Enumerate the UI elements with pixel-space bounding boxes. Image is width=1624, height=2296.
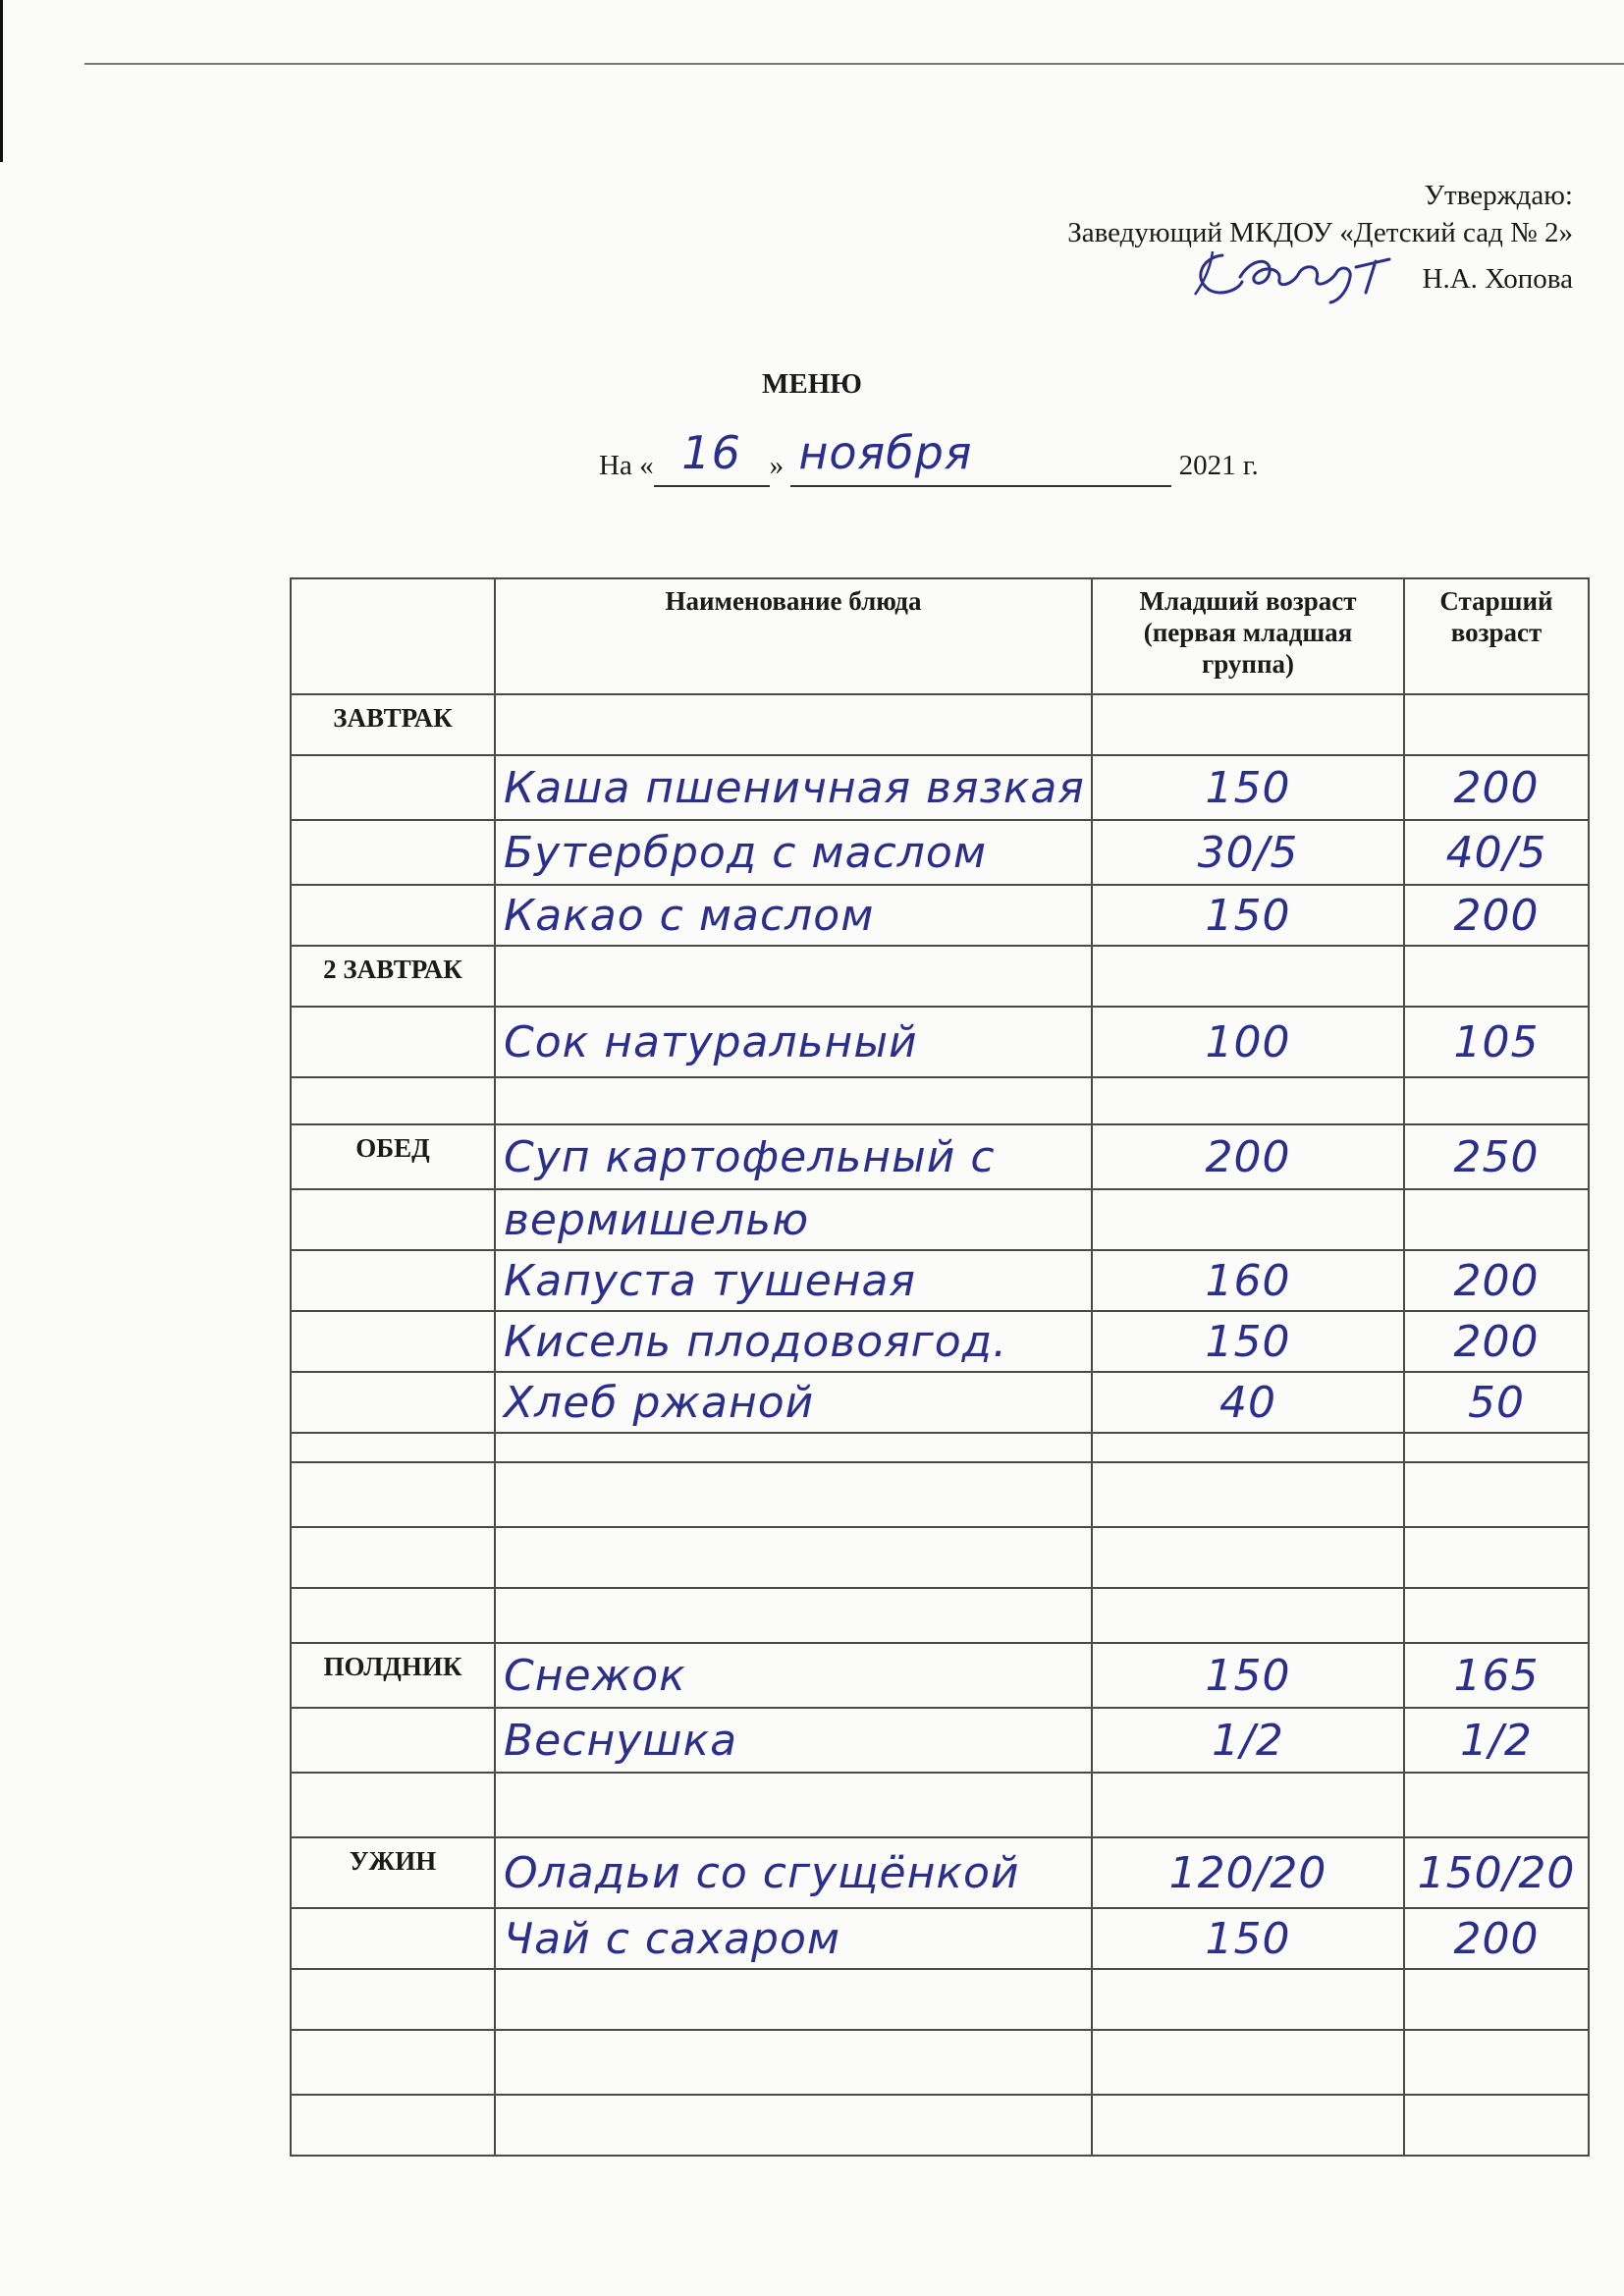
table-row — [291, 1311, 1589, 1372]
table-row — [291, 1908, 1589, 1969]
date-month: ноября — [798, 426, 973, 479]
dish-name: Оладьи со сгущёнкой — [495, 1837, 1092, 1908]
table-row — [291, 1007, 1589, 1077]
old-portion: 165 — [1404, 1643, 1589, 1708]
director-name: Н.А. Хопова — [1422, 263, 1573, 295]
old-portion: 150/20 — [1404, 1837, 1589, 1908]
old-portion: 200 — [1404, 755, 1589, 820]
old-portion: 200 — [1404, 885, 1589, 946]
section-lunch: ОБЕД — [291, 1124, 495, 1189]
signature-image — [1183, 238, 1409, 306]
dish-name: Каша пшеничная вязкая — [495, 755, 1092, 820]
date-year: 2021 г. — [1178, 450, 1259, 481]
table-row — [291, 1124, 1589, 1189]
dish-name: Капуста тушеная — [495, 1250, 1092, 1311]
table-row — [291, 755, 1589, 820]
young-portion: 200 — [1092, 1124, 1404, 1189]
table-row — [291, 1708, 1589, 1773]
table-row — [291, 1773, 1589, 1837]
old-portion: 250 — [1404, 1124, 1589, 1189]
section-row — [291, 694, 1589, 755]
date-prefix: На « — [599, 450, 654, 481]
date-month-field — [790, 426, 1171, 487]
date-quote: » — [769, 450, 785, 481]
date-day-field — [654, 426, 770, 487]
old-portion: 200 — [1404, 1250, 1589, 1311]
young-portion: 150 — [1092, 755, 1404, 820]
young-portion: 150 — [1092, 1311, 1404, 1372]
table-row — [291, 1433, 1589, 1462]
dish-name: Хлеб ржаной — [495, 1372, 1092, 1433]
table-row — [291, 1588, 1589, 1643]
old-portion: 105 — [1404, 1007, 1589, 1077]
header-meal — [291, 578, 495, 694]
dish-name: Кисель плодовоягод. — [495, 1311, 1092, 1372]
approval-block — [1067, 177, 1573, 306]
date-day: 16 — [681, 426, 741, 479]
young-portion: 150 — [1092, 1908, 1404, 1969]
young-portion: 150 — [1092, 1643, 1404, 1708]
signature-row — [1067, 251, 1573, 306]
dish-name: Снежок — [495, 1643, 1092, 1708]
header-old: Старший возраст — [1404, 578, 1589, 694]
young-portion: 40 — [1092, 1372, 1404, 1433]
old-portion: 200 — [1404, 1311, 1589, 1372]
table-row — [291, 1969, 1589, 2030]
young-portion: 160 — [1092, 1250, 1404, 1311]
table-header-row — [291, 578, 1589, 694]
table-row — [291, 820, 1589, 885]
section-dinner: УЖИН — [291, 1837, 495, 1908]
dish-name: Сок натуральный — [495, 1007, 1092, 1077]
table-row — [291, 1462, 1589, 1527]
table-row — [291, 2095, 1589, 2156]
young-portion: 30/5 — [1092, 820, 1404, 885]
young-portion: 1/2 — [1092, 1708, 1404, 1773]
young-portion: 100 — [1092, 1007, 1404, 1077]
table-row — [291, 1837, 1589, 1908]
old-portion — [1404, 1189, 1589, 1250]
old-portion: 40/5 — [1404, 820, 1589, 885]
table-row — [291, 1527, 1589, 1588]
old-portion: 1/2 — [1404, 1708, 1589, 1773]
section-breakfast2: 2 ЗАВТРАК — [291, 946, 495, 1007]
menu-date — [599, 426, 1259, 487]
young-portion: 150 — [1092, 885, 1404, 946]
section-breakfast: ЗАВТРАК — [291, 694, 495, 755]
table-row — [291, 1643, 1589, 1708]
section-snack: ПОЛДНИК — [291, 1643, 495, 1708]
young-portion: 120/20 — [1092, 1837, 1404, 1908]
approval-position: Заведующий МКДОУ «Детский сад № 2» — [1067, 217, 1573, 248]
dish-name: Бутерброд с маслом — [495, 820, 1092, 885]
dish-name: Какао с маслом — [495, 885, 1092, 946]
table-row — [291, 2030, 1589, 2095]
table-row — [291, 1372, 1589, 1433]
table-row — [291, 1189, 1589, 1250]
dish-name: Веснушка — [495, 1708, 1092, 1773]
old-portion: 50 — [1404, 1372, 1589, 1433]
section-row — [291, 946, 1589, 1007]
page-title: МЕНЮ — [762, 368, 862, 400]
header-dish: Наименование блюда — [495, 578, 1092, 694]
young-portion — [1092, 1189, 1404, 1250]
top-divider — [84, 63, 1624, 65]
menu-table — [290, 577, 1590, 2157]
approval-label: Утверждаю: — [1424, 180, 1573, 211]
header-young: Младший возраст (первая младшая группа) — [1092, 578, 1404, 694]
table-row — [291, 885, 1589, 946]
table-row — [291, 1077, 1589, 1124]
dish-name: Чай с сахаром — [495, 1908, 1092, 1969]
dish-name: вермишелью — [495, 1189, 1092, 1250]
dish-name: Суп картофельный с — [495, 1124, 1092, 1189]
table-row — [291, 1250, 1589, 1311]
scan-edge — [0, 0, 3, 162]
old-portion: 200 — [1404, 1908, 1589, 1969]
